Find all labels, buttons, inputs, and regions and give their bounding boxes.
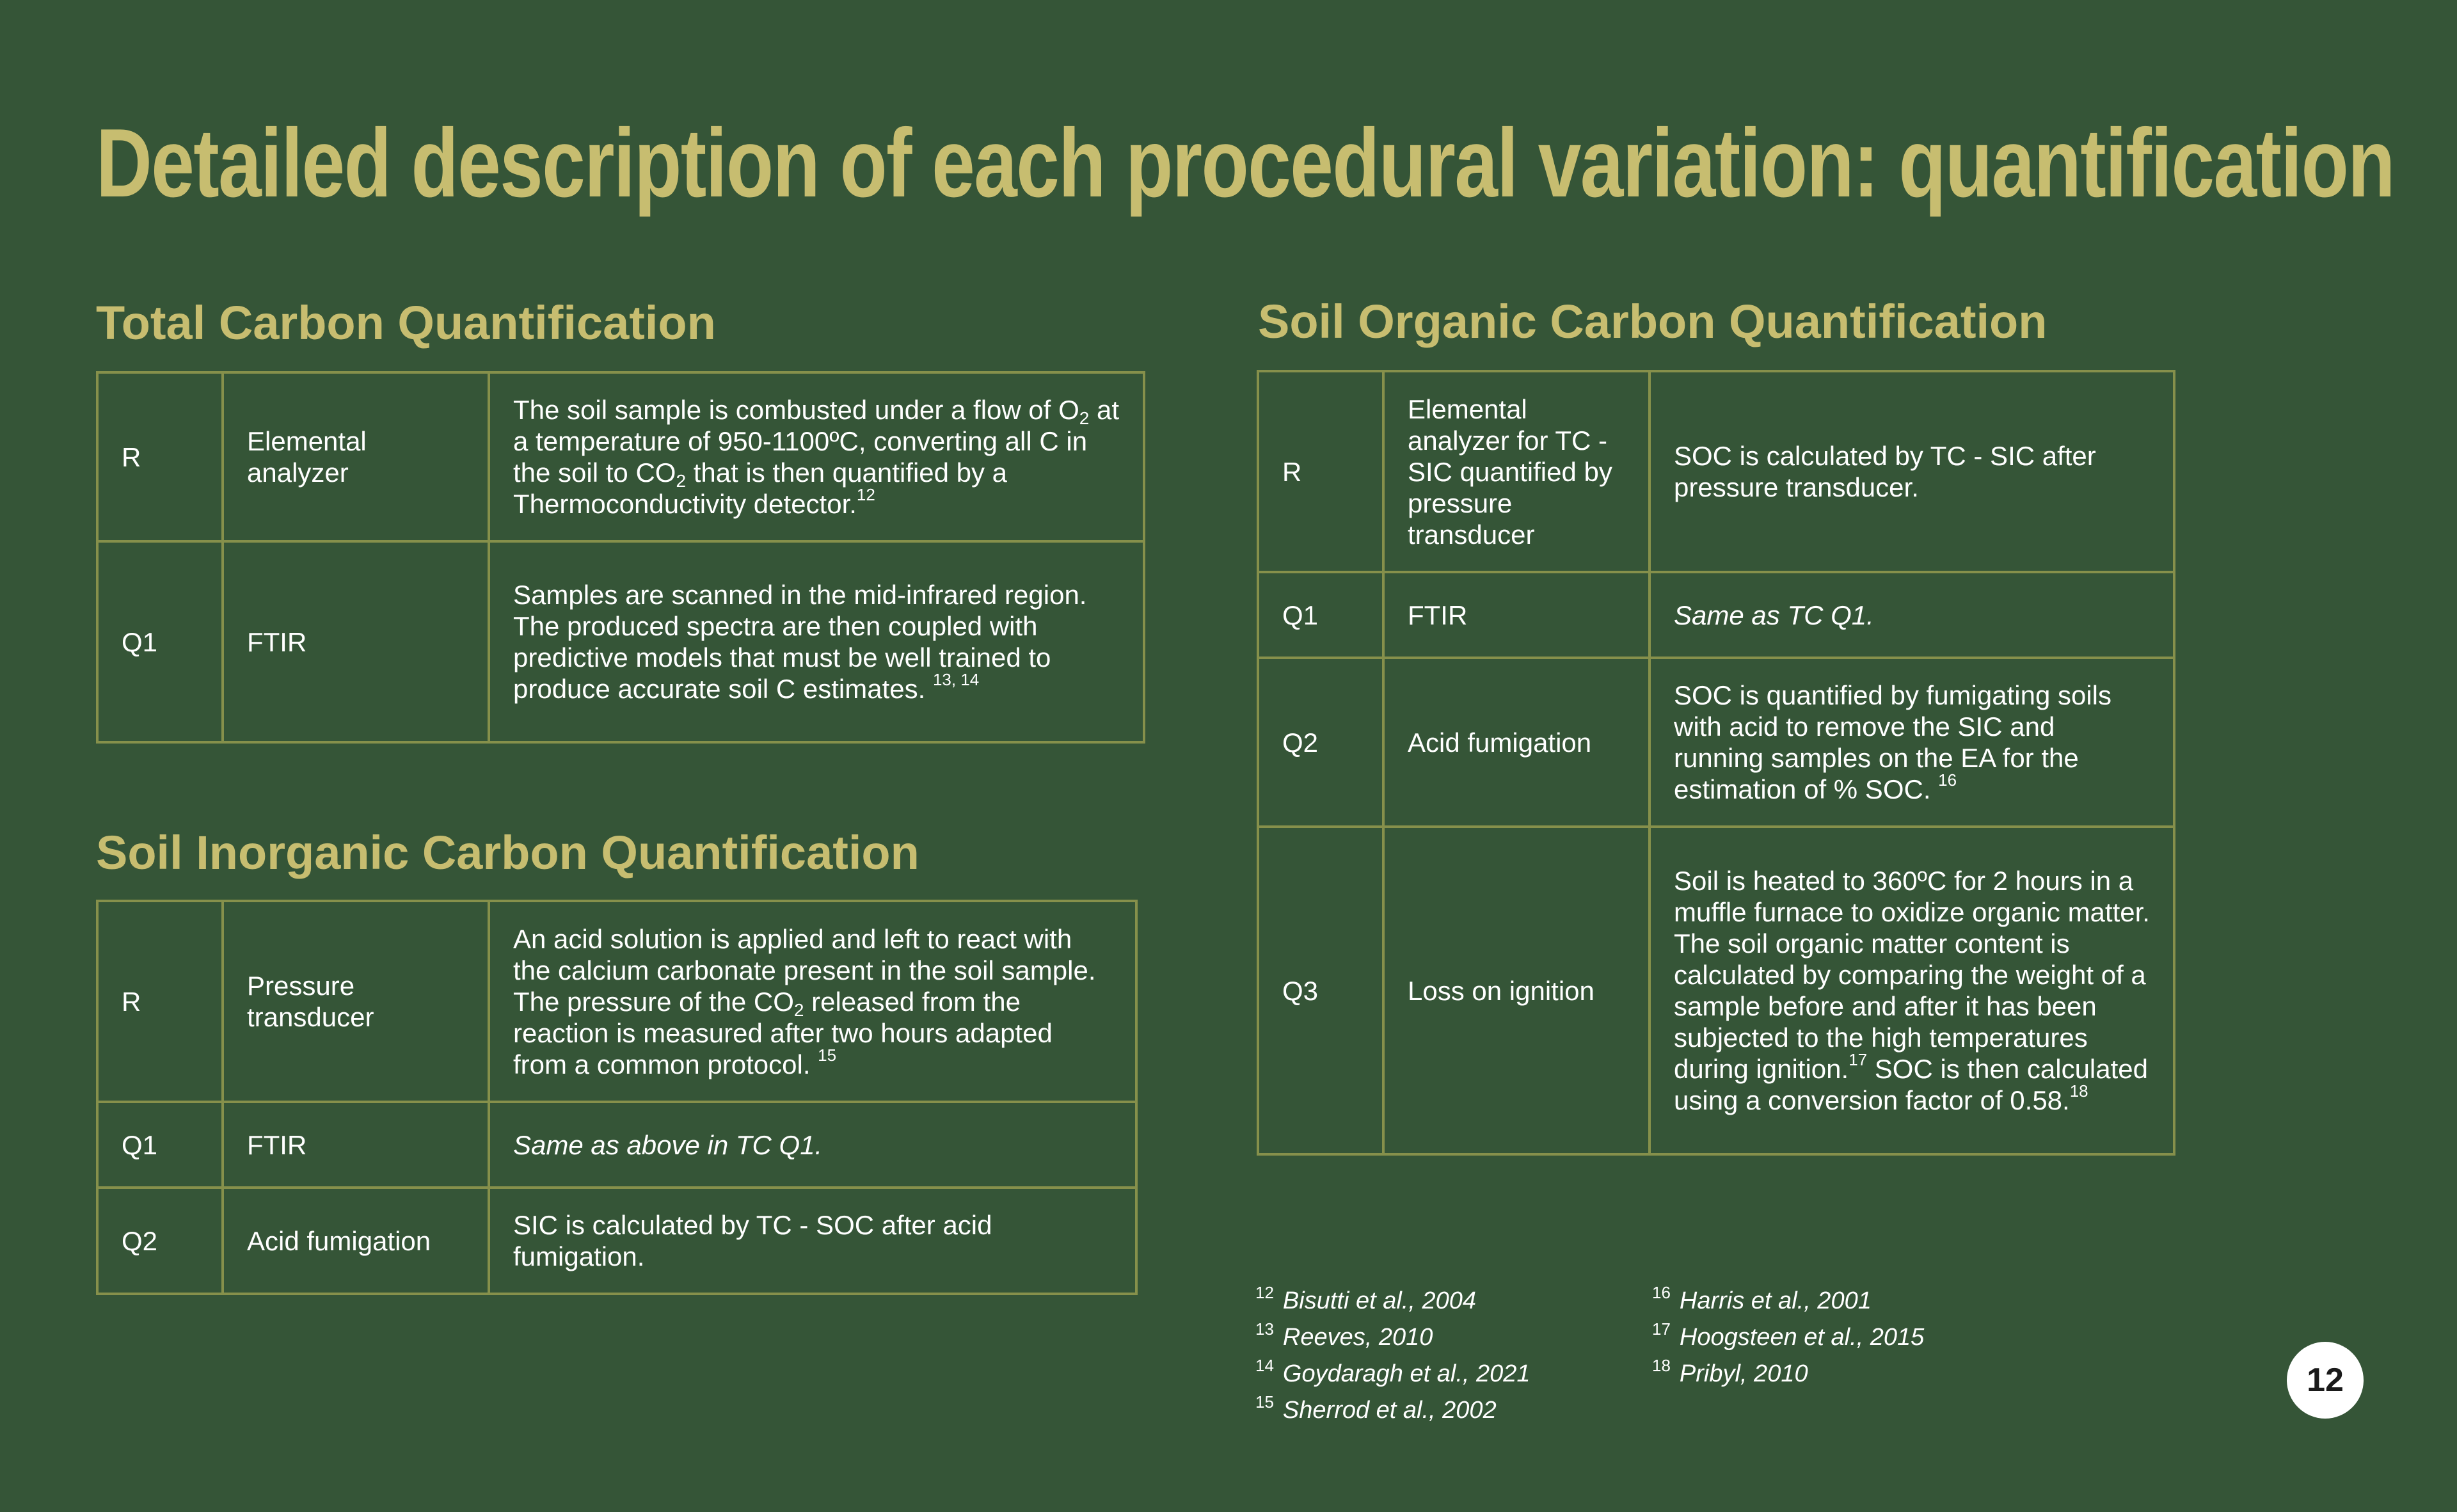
table-row	[97, 1102, 1136, 1188]
references-left	[1255, 1278, 1531, 1424]
row-method: Elemental analyzer	[223, 372, 489, 541]
row-description: The soil sample is combusted under a flow of $O_2$ at a temperature of 950-1100ºC, converting all C in the soil to $CO_2$ that is then quantified by a Thermoconductivity detector.$^{12}$	[489, 372, 1144, 541]
row-code: Q2	[97, 1188, 223, 1294]
table-row	[97, 1188, 1136, 1294]
table-row	[97, 541, 1144, 742]
reference-item: $^{18}$ Pribyl, 2010	[1652, 1356, 1808, 1387]
references-right	[1652, 1278, 1924, 1388]
page-title: Detailed description of each procedural variation: quantification	[96, 109, 2394, 218]
row-method: Acid fumigation	[223, 1188, 489, 1294]
table-row	[1258, 827, 2174, 1154]
tc-table	[96, 371, 1145, 744]
row-method: Loss on ignition	[1383, 827, 1650, 1154]
row-method: Elemental analyzer for TC - SIC quantified by pressure transducer	[1383, 371, 1650, 572]
table-row	[1258, 572, 2174, 658]
reference-item: $^{12}$ Bisutti et al., 2004	[1255, 1283, 1476, 1314]
row-method: Acid fumigation	[1383, 658, 1650, 827]
table-row	[97, 901, 1136, 1102]
row-description: Samples are scanned in the mid-infrared region. The produced spectra are then coupled with predictive models that must be well trained to produce accurate soil C estimates. $^{13, 14}$	[489, 541, 1144, 742]
reference-item: $^{17}$ Hoogsteen et al., 2015	[1652, 1319, 1925, 1351]
row-description: SIC is calculated by TC - SOC after acid fumigation.	[489, 1188, 1136, 1294]
row-description: SOC is quantified by fumigating soils with acid to remove the SIC and running samples on the EA for the estimation of % SOC. $^{16}$	[1650, 658, 2174, 827]
page-number-badge: 12	[2287, 1342, 2364, 1419]
row-description: Same as above in TC Q1.	[489, 1102, 1136, 1188]
tc-heading: Total Carbon Quantification	[96, 296, 716, 349]
table-row	[97, 372, 1144, 541]
row-code: R	[97, 901, 223, 1102]
reference-item: $^{13}$ Reeves, 2010	[1255, 1319, 1433, 1351]
reference-item: $^{14}$ Goydaragh et al., 2021	[1255, 1356, 1531, 1387]
reference-item: $^{16}$ Harris et al., 2001	[1652, 1283, 1872, 1314]
row-code: R	[97, 372, 223, 541]
row-method: Pressure transducer	[223, 901, 489, 1102]
row-description: Same as TC Q1.	[1650, 572, 2174, 658]
table-row	[1258, 371, 2174, 572]
soc-heading: Soil Organic Carbon Quantification	[1258, 295, 2048, 348]
row-code: R	[1258, 371, 1383, 572]
reference-item: $^{15}$ Sherrod et al., 2002	[1255, 1392, 1497, 1424]
row-description: SOC is calculated by TC - SIC after pressure transducer.	[1650, 371, 2174, 572]
row-code: Q1	[1258, 572, 1383, 658]
soc-table	[1257, 370, 2175, 1156]
row-code: Q1	[97, 541, 223, 742]
sic-heading: Soil Inorganic Carbon Quantification	[96, 826, 919, 879]
row-code: Q3	[1258, 827, 1383, 1154]
row-description: An acid solution is applied and left to react with the calcium carbonate present in the soil sample. The pressure of the $CO_2$ released from the reaction is measured after two hours adapted from a common protocol. $^{15}$	[489, 901, 1136, 1102]
row-description: Soil is heated to 360ºC for 2 hours in a muffle furnace to oxidize organic matter. The soil organic matter content is calculated by comparing the weight of a sample before and after it has been subjected to the high temperatures during ignition.$^{17}$ SOC is then calculated using a conversion factor of 0.58.18	[1650, 827, 2174, 1154]
row-method: FTIR	[223, 541, 489, 742]
sic-table	[96, 900, 1138, 1295]
row-code: Q2	[1258, 658, 1383, 827]
row-method: FTIR	[223, 1102, 489, 1188]
row-code: Q1	[97, 1102, 223, 1188]
table-row	[1258, 658, 2174, 827]
row-method: FTIR	[1383, 572, 1650, 658]
